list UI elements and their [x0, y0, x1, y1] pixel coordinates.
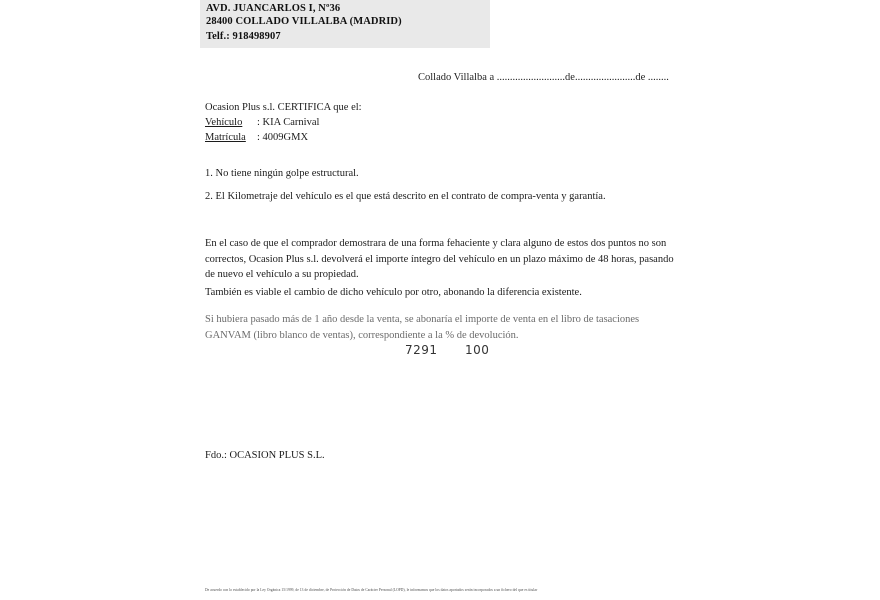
- dateline: Collado Villalba a ..........................de.......................de ........: [418, 72, 669, 83]
- letterhead-phone-line: Telf.: 918498907: [206, 31, 281, 42]
- letterhead-block: [200, 0, 490, 48]
- vehicle-row: [205, 115, 362, 130]
- certification-intro: Ocasion Plus s.l. CERTIFICA que el:: [205, 102, 362, 113]
- vehicle-label: Vehículo: [205, 117, 243, 128]
- certification-block: [205, 100, 362, 145]
- paragraph-ganvam-valuation: Si hubiera pasado más de 1 año desde la venta, se abonaría el importe de venta en el libro de tasaciones GANVAM (libro blanco de ventas), correspondiente a la % de devolución.: [205, 314, 640, 341]
- handwritten-percent: 100: [465, 343, 490, 357]
- plate-row: [205, 130, 362, 145]
- lopd-footnote: De acuerdo con lo establecido por la Ley Orgánica 15/1999, de 13 de diciembre, de Protección de Datos de Carácter Personal (LOPD), le informamos que los datos aportados serán incorporados a un fichero del que es titular: [205, 588, 538, 592]
- signature-line: Fdo.: OCASION PLUS S.L.: [205, 450, 325, 461]
- clause-item-2: 2. El Kilometraje del vehículo es el que está descrito en el contrato de compra-venta y garantía.: [205, 191, 606, 202]
- plate-value: : 4009GMX: [257, 132, 309, 143]
- vehicle-value: : KIA Carnival: [257, 117, 320, 128]
- plate-label: Matrícula: [205, 132, 246, 143]
- letterhead-city-line: 28400 COLLADO VILLALBA (MADRID): [206, 16, 402, 27]
- page-right-margin: [872, 0, 880, 600]
- handwritten-kilometers: 7291: [405, 343, 438, 357]
- paragraph-refund-terms: En el caso de que el comprador demostrara de una forma fehaciente y clara alguno de estos dos puntos no son correctos, Ocasion Plus s.l. devolverá el importe íntegro del vehículo en un plazo máximo de 48 horas, pasando de nuevo el vehículo a su propiedad.: [205, 238, 674, 280]
- paragraph-exchange-option: También es viable el cambio de dicho vehículo por otro, abonando la diferencia existente.: [205, 287, 582, 298]
- letterhead-address-line: AVD. JUANCARLOS I, Nº36: [206, 3, 341, 14]
- page-left-margin: [0, 0, 8, 600]
- clause-item-1: 1. No tiene ningún golpe estructural.: [205, 168, 359, 179]
